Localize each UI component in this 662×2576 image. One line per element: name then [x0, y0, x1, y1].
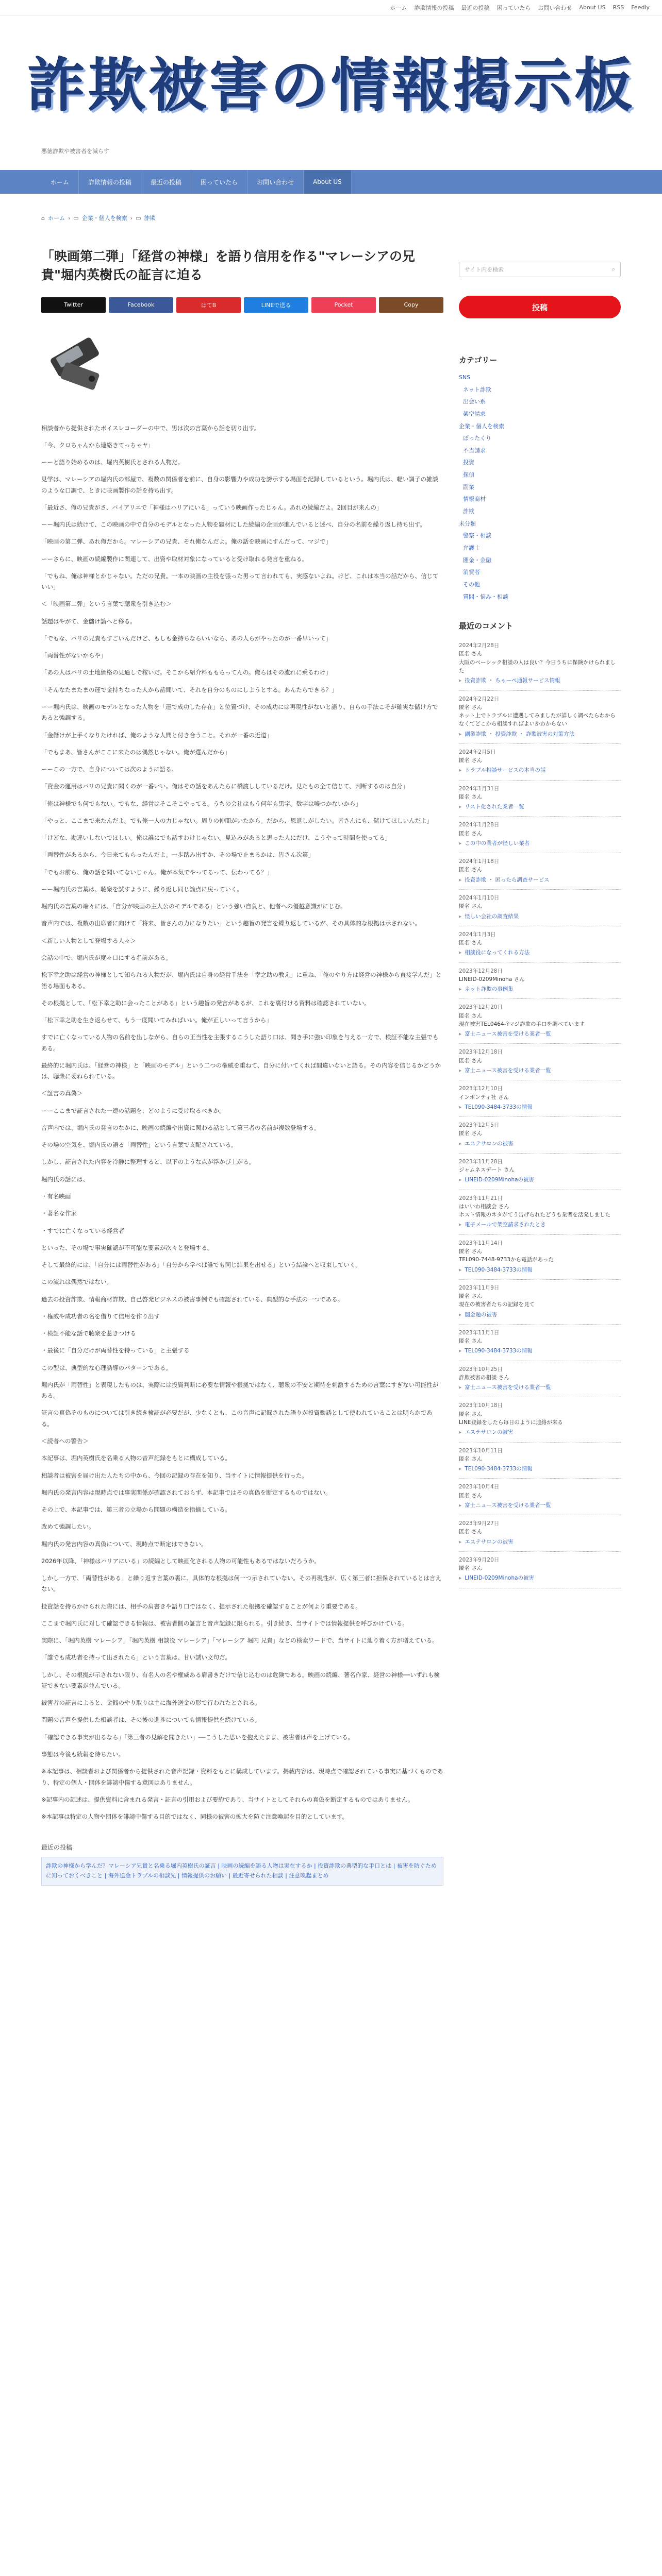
article-paragraph: 「やっと、ここまで来たんだよ。でも俺一人の力じゃない。周りの仲間がいたから。だから、恩返しがしたい。皆さんにも、儲けてほしいんだよ」 — [41, 817, 433, 824]
nav-item[interactable]: About US — [304, 170, 352, 194]
article-paragraph: 「資金の運用はバリの兄貴に聞くのが一番いい。俺はその話をあんたらに橋渡ししているだけ。見たもの全て信じて、判断するのは自分」 — [41, 783, 409, 790]
comment-item — [459, 1397, 621, 1442]
comment-item — [459, 744, 621, 781]
article-paragraph: ＜「映画第二弾」という言葉で聴衆を引き込む＞ — [41, 600, 172, 608]
categories-title: カテゴリー — [459, 355, 498, 365]
article-body — [41, 423, 443, 1823]
comment-item — [459, 853, 621, 890]
article-paragraph: ※本記事は特定の人物や団体を誹謗中傷する目的ではなく、同様の被害の拡大を防ぐ注意喚起を目的としています。 — [41, 1813, 348, 1821]
comment-item — [459, 1117, 621, 1154]
article-paragraph: 「両替性がないからや」 — [41, 652, 107, 659]
topbar-link[interactable]: 最近の投稿 — [461, 4, 490, 11]
comment-item — [459, 1443, 621, 1479]
article-paragraph: しかし一方で、「両替性がある」と繰り返す言葉の裏に、具体的な根拠は何一つ示されていない。その再現性が、広く第三者に担保されているとは言えない。 — [41, 1574, 442, 1593]
comment-icon: ▸ — [459, 950, 462, 956]
article-paragraph: 堀内氏の言葉の端々には、「自分が映画の主人公のモデルである」という強い自負と、他者への優越意識がにじむ。 — [41, 903, 346, 910]
nav-item[interactable]: お問い合わせ — [247, 170, 304, 194]
share-buttons — [41, 297, 443, 313]
comment-author: 匿名 さん — [459, 1012, 483, 1019]
comment-author: 匿名 さん — [459, 1130, 483, 1137]
category-item[interactable]: 企業・個人を検索 — [459, 422, 504, 430]
comment-item — [459, 1190, 621, 1235]
article-paragraph: そして最終的には、「自分には両替性がある」「自分から学べば誰でも同じ結果を出せる」という結論へと収束していく。 — [41, 1261, 361, 1269]
comment-text: 現在被害TEL0464-?マジ詐欺の手口を調べています — [459, 1021, 585, 1027]
article-paragraph: その上で、本記事では、第三者の立場から問題の構造を指摘している。 — [41, 1506, 231, 1514]
article-paragraph: ＜証言の真偽＞ — [41, 1090, 83, 1097]
comment-date: 2023年12月18日 — [459, 1049, 503, 1056]
related-posts-links[interactable]: 詐欺の神様から学んだ？マレーシア兄貴と名乗る堀内英樹氏の証言 | 映画の続編を語る人物は実在するか | 投資詐欺の典型的な手口とは | 被害を防ぐために知っておくべきこと | 海外送金トラブルの相談先 | 情報提供のお願い | 最近寄せられた相談 | 注意喚起まとめ — [46, 1862, 437, 1879]
article-paragraph: 音声内では、複数の出席者に向けて「将来、皆さんの力になりたい」という趣旨の発言を繰り返しているが、その具体的な根拠は示されない。 — [41, 920, 421, 927]
comment-icon: ▸ — [459, 677, 462, 684]
comment-post-link[interactable] — [459, 1428, 621, 1436]
category-item[interactable]: 闇金・金融 — [463, 556, 491, 564]
comment-post-title[interactable]: この中の業者が怪しい業者 — [465, 840, 530, 846]
comment-item — [459, 1154, 621, 1190]
comment-post-link[interactable] — [459, 876, 621, 884]
post-button[interactable]: 投稿 — [459, 296, 621, 318]
comment-date: 2023年12月5日 — [459, 1122, 500, 1129]
comment-post-title[interactable]: 富士ニュース被害を受ける業者一覧 — [465, 1031, 551, 1038]
comment-date: 2023年10月25日 — [459, 1366, 503, 1372]
article-paragraph: ーーと語り始めるのは、堀内英樹氏とされる人物だ。 — [41, 459, 184, 466]
comment-date: 2024年1月28日 — [459, 822, 500, 828]
comment-item — [459, 999, 621, 1044]
main-nav — [0, 170, 662, 194]
comment-date: 2024年1月3日 — [459, 931, 496, 938]
comment-icon: ▸ — [459, 1177, 462, 1183]
comment-icon: ▸ — [459, 1429, 462, 1436]
comment-post-link[interactable] — [459, 1030, 621, 1038]
site-logo[interactable] — [27, 42, 636, 120]
comment-post-title[interactable]: 怪しい会社の調査結果 — [465, 913, 519, 920]
comment-item — [459, 1361, 621, 1398]
category-item[interactable]: 出会い系 — [463, 398, 486, 405]
comment-icon: ▸ — [459, 876, 462, 883]
topbar-link[interactable]: 詐欺情報の投稿 — [414, 4, 454, 11]
topbar-link[interactable]: お問い合わせ — [538, 4, 572, 11]
comment-item — [459, 1479, 621, 1515]
article-paragraph: 実際に、「堀内英樹 マレーシア」「堀内英樹 相談役 マレーシア」「マレーシア 堀内 兄貴」などの検索ワードで、当サイトに辿り着く方が増えている。 — [41, 1637, 438, 1645]
folder-icon: ▭ — [73, 214, 79, 222]
top-utility-bar — [0, 0, 662, 15]
comment-date: 2023年9月27日 — [459, 1520, 500, 1527]
nav-item[interactable]: ホーム — [41, 170, 79, 194]
article-paragraph: 「誰でも成功者を持って出されたら」という言葉は、甘い誘い文句だ。 — [41, 1654, 231, 1662]
article-paragraph: ＜読者への警告＞ — [41, 1437, 89, 1445]
comment-post-title[interactable]: 投資詐欺 ・ 困ったら調査サービス — [465, 876, 550, 883]
comment-date: 2023年11月14日 — [459, 1240, 503, 1246]
main-content — [41, 237, 443, 2576]
comment-post-title[interactable]: 富士ニュース被害を受ける業者一覧 — [465, 1384, 551, 1391]
comment-post-title[interactable]: TEL090-3484-3733の情報 — [465, 1466, 533, 1472]
comment-post-title[interactable]: 相談役になってくれる方法 — [465, 950, 530, 956]
category-item[interactable]: 情報商材 — [463, 496, 486, 503]
article-paragraph: 堀内氏が「両替性」と表現したものは、実際には投資判断に必要な情報や根拠ではなく、聴衆の不安と期待を刺激するための言葉にすぎない可能性がある。 — [41, 1381, 439, 1400]
article-paragraph: 「でもね、俺は神様とかじゃない。ただの兄貴。一本の映画の主役を張った男って言われても、実感ないよね。けど、これは本当の話だから、信じていい」 — [41, 572, 439, 591]
comment-post-title[interactable]: リスト化された業者一覧 — [465, 804, 524, 810]
article-paragraph: 改めて強調したい。 — [41, 1523, 95, 1531]
article-paragraph: この流れは偶然ではない。 — [41, 1278, 112, 1286]
comment-post-link[interactable] — [459, 1266, 621, 1274]
topbar-link[interactable]: Feedly — [631, 4, 650, 11]
article-paragraph: しかし、その根拠が示されない限り、有名人の名や権威ある肩書きだけで信じ込むのは危険である。映画の続編、著名作家、経営の神様──いずれも検証できない要素が並んでいる。 — [41, 1671, 440, 1689]
comment-author: 匿名 さん — [459, 1565, 483, 1572]
comment-author: はいいわ相談会 さん — [459, 1203, 509, 1210]
comment-item — [459, 781, 621, 817]
comment-post-link[interactable] — [459, 1465, 621, 1473]
search-icon[interactable]: ⌕ — [611, 266, 615, 273]
article-paragraph: 投資話を持ちかけられた際には、相手の肩書きや語り口ではなく、提示された根拠を確認することが何より重要である。 — [41, 1602, 361, 1610]
comment-item — [459, 926, 621, 963]
share-button[interactable]: Copy — [379, 297, 443, 313]
share-button[interactable]: LINEで送る — [244, 297, 308, 313]
comment-post-title[interactable]: 投資詐欺 ・ ちゃーぺ通報サービス情報 — [465, 677, 560, 684]
article-paragraph: 「俺は神様でも何でもない。でもな、経営はそこそこやってる。うちの会社はもう何年も黒字。数字は嘘つかないから」 — [41, 800, 361, 807]
voice-recorder-image — [41, 331, 119, 409]
article-paragraph: ・著名な作家 — [41, 1210, 77, 1217]
comment-item — [459, 890, 621, 926]
article-paragraph: 堀内氏の発言内容は現時点では事実関係が確認されておらず、本記事ではその真偽を断定するものではない。 — [41, 1488, 332, 1496]
comment-icon: ▸ — [459, 804, 462, 810]
sidebar — [459, 262, 621, 1588]
topbar-link[interactable]: About US — [579, 4, 606, 11]
comment-date: 2023年11月28日 — [459, 1158, 503, 1165]
comment-post-link[interactable] — [459, 948, 621, 957]
comment-post-title[interactable]: LINEID-0209Minohaの被害 — [465, 1575, 535, 1582]
comment-icon: ▸ — [459, 1222, 462, 1228]
comment-item — [459, 1280, 621, 1325]
article-paragraph: 「でもお前ら、俺の話を聞いてないじゃん。俺が本気でやってるって、伝わってる？」 — [41, 868, 273, 876]
comment-author: 匿名 さん — [459, 867, 483, 873]
comment-icon: ▸ — [459, 840, 462, 846]
related-posts-box — [41, 1857, 443, 1885]
comment-post-title[interactable]: トラブル相談サービスの本当の話 — [465, 767, 546, 774]
comment-icon: ▸ — [459, 1502, 462, 1509]
comment-author: 匿名 さん — [459, 651, 483, 657]
category-item[interactable]: 質問・悩み・相談 — [463, 593, 508, 600]
comment-post-title[interactable]: TEL090-3484-3733の情報 — [465, 1104, 533, 1110]
comment-post-link[interactable] — [459, 730, 621, 738]
comment-author: ジャムネスデート さん — [459, 1167, 515, 1174]
article-paragraph: しかし、証言された内容を冷静に整理すると、以下のような点が浮かび上がる。 — [41, 1158, 255, 1166]
article-paragraph: 過去の投資詐欺、情報商材詐欺、自己啓発ビジネスの被害事例でも確認されている、典型的な手法の一つである。 — [41, 1295, 344, 1303]
recent-comments-title: 最近のコメント — [459, 621, 514, 631]
category-item[interactable]: 消費者 — [463, 569, 480, 576]
comment-item — [459, 637, 621, 690]
comment-post-link[interactable] — [459, 1538, 621, 1546]
category-list — [459, 371, 621, 603]
comment-post-title[interactable]: LINEID-0209Minohaの被害 — [465, 1177, 535, 1183]
article-paragraph: といった、その場で事実確認が不可能な要素が次々と登場する。 — [41, 1244, 213, 1251]
comment-author: 匿名 さん — [459, 1529, 483, 1535]
article-paragraph: ーー堀内氏の言葉は、聴衆を試すように、繰り返し同じ論点に戻っていく。 — [41, 885, 243, 893]
comment-post-title[interactable]: TEL090-3484-3733の情報 — [465, 1348, 533, 1354]
comment-icon: ▸ — [459, 731, 462, 737]
article-paragraph: ※記事内の記述は、提供資料に含まれる発言・証言の引用および要約であり、当サイトとしてそれらの真偽を断定するものではありません。 — [41, 1795, 414, 1803]
article-paragraph: 音声内では、堀内氏の発言のなかに、映画の続編や出資に関わる話として第三者の名前が複数登場する。 — [41, 1124, 320, 1131]
comment-post-title[interactable]: 富士ニュース被害を受ける業者一覧 — [465, 1502, 551, 1509]
comment-date: 2023年11月9日 — [459, 1284, 500, 1291]
article-paragraph: 「松下幸之助を生き返らせて、もう一度聞いてみればいい。俺が正しいって言うから」 — [41, 1016, 272, 1024]
article-paragraph: 「両替性があるから、今日来てもらったんだよ。一歩踏み出すか、その場で止まるかは、皆さん次第」 — [41, 851, 314, 859]
comment-author: 匿名 さん — [459, 704, 483, 710]
comment-date: 2024年2月5日 — [459, 749, 496, 755]
nav-item[interactable]: 最近の投稿 — [141, 170, 191, 194]
topbar-link[interactable]: ホーム — [390, 4, 407, 11]
comment-author: 匿名 さん — [459, 1248, 483, 1255]
recent-comments-list — [459, 637, 621, 1588]
comment-icon: ▸ — [459, 1348, 462, 1354]
article-paragraph: この型は、典型的な心理誘導のパターンである。 — [41, 1364, 172, 1371]
article-paragraph: 「確認できる事実が出るなら」「第三者の見解を聞きたい」──こうした思いを抱えたまま、被害者は声を上げている。 — [41, 1733, 354, 1741]
comment-post-link[interactable] — [459, 1501, 621, 1510]
comment-icon: ▸ — [459, 1466, 462, 1472]
comment-post-title[interactable]: エステサロンの被害 — [465, 1538, 514, 1545]
article-paragraph: 会話の中で、堀内氏が度々口にする名前がある。 — [41, 954, 172, 961]
comment-author: 匿名 さん — [459, 903, 483, 910]
breadcrumb-home[interactable]: ホーム — [47, 215, 65, 222]
article-paragraph: 見学は、マレーシアの堀内氏の部屋で、複数の関係者を前に、自身の影響力や成功を誇示する場面を記録しているという。堀内氏は、軽い調子の雑談のような口調で、ときに映画製作の話を持ち出す。 — [41, 476, 439, 494]
article-paragraph: ・最後に「自分だけが両替性を持っている」と主張する — [41, 1347, 190, 1354]
comment-item — [459, 817, 621, 853]
search-input[interactable] — [459, 262, 621, 277]
comment-post-title[interactable]: TEL090-3484-3733の情報 — [465, 1266, 533, 1273]
article-paragraph: 堀内氏の発言内容の真偽について、現時点で断定はできない。 — [41, 1540, 207, 1548]
topbar-link[interactable]: RSS — [613, 4, 624, 11]
comment-author: 匿名 さん — [459, 1455, 483, 1462]
folder-icon: ▭ — [136, 214, 141, 222]
comment-date: 2024年1月31日 — [459, 785, 500, 792]
article-paragraph: ＜新しい人物として登場する人々＞ — [41, 937, 136, 944]
article-paragraph: その場の空気を、堀内氏の語る「両替性」という言葉で支配されている。 — [41, 1141, 237, 1149]
share-button[interactable]: Pocket — [311, 297, 376, 313]
comment-post-link[interactable] — [459, 803, 621, 811]
comment-date: 2023年10月4日 — [459, 1484, 500, 1490]
comment-date: 2023年12月10日 — [459, 1086, 503, 1092]
home-icon: ⌂ — [41, 214, 45, 222]
comment-date: 2024年2月22日 — [459, 696, 500, 702]
comment-icon: ▸ — [459, 1575, 462, 1582]
comment-post-link[interactable] — [459, 1066, 621, 1075]
comment-author: 匿名 さん — [459, 940, 483, 946]
comment-post-link[interactable] — [459, 1311, 621, 1319]
comment-icon: ▸ — [459, 1140, 462, 1147]
comment-author: 匿名 さん — [459, 1293, 483, 1300]
article-paragraph: 「最近さ、俺の兄貴がさ、バイアリエで「神様はハリアにいる」っていう映画作ったじゃん。あれの続編だよ。2回目が来んの」 — [41, 503, 383, 511]
category-item[interactable]: 未分類 — [459, 520, 476, 527]
article-paragraph: すでに亡くなっている人物の名前を出しながら、自らの正当性を主張するこうした語り口は、聞き手に強い印象を与える一方で、検証不能な主張でもある。 — [41, 1033, 439, 1052]
article-paragraph: 「でもまあ、皆さんがここに来たのは偶然じゃない。俺が選んだから」 — [41, 748, 231, 756]
comment-date: 2024年1月18日 — [459, 858, 500, 865]
comment-icon: ▸ — [459, 1311, 462, 1318]
article-paragraph: ーーこの一方で、自身については次のように語る。 — [41, 766, 178, 773]
article-paragraph: ーーここまで証言された一連の話題を、どのように受け取るべきか。 — [41, 1107, 225, 1114]
comment-post-title[interactable]: 闇金融の被害 — [465, 1311, 498, 1318]
site-tagline: 悪徳詐欺や被害者を減らす — [41, 148, 109, 155]
comment-text: ホスト情報のネタがてう告げられたどうも業者を活発しました — [459, 1212, 610, 1218]
search-placeholder: サイト内を検索 — [465, 266, 504, 273]
comment-author: 匿名 さん — [459, 1492, 483, 1499]
share-button[interactable]: Twitter — [41, 297, 106, 313]
comment-text: ネット上でトラブルに遭遇してみましたが詳しく調べたらわからなくてどこから相談すればよいかわからない — [459, 713, 616, 727]
comment-author: LINEID-0209Minoha さん — [459, 976, 525, 982]
comment-post-title[interactable]: ネット詐欺の事例集 — [465, 986, 514, 993]
article-paragraph: 本記事は、堀内英樹氏を名乗る人物の音声記録をもとに構成している。 — [41, 1454, 231, 1462]
article-paragraph: 「でもな、バリの兄貴もすごいんだけど、もしも金持ちならいいなら、あの人らがやったのが一番早いって」 — [41, 634, 332, 642]
comment-author: 匿名 さん — [459, 1057, 483, 1064]
article-paragraph: 「映画の第二弾、あれ俺だから。マレーシアの兄貴、それ俺なんだよ。俺の話を映画にすんだって、マジで」 — [41, 538, 332, 546]
article-paragraph: ※本記事は、相談者および関係者から提供された音声記録・資料をもとに構成しています。掲載内容は、現時点で確認されている事実に基づくものであり、特定の個人・団体を誹謗中傷する意図はありません。 — [41, 1768, 443, 1786]
comment-post-link[interactable] — [459, 676, 621, 685]
category-item[interactable]: 副業 — [463, 483, 474, 490]
breadcrumb-category[interactable]: 企業・個人を検索 — [81, 215, 127, 222]
comment-date: 2023年9月20日 — [459, 1556, 500, 1563]
article-paragraph: ・権威や成功者の名を借りて信用を作り出す — [41, 1312, 160, 1320]
comment-date: 2023年11月21日 — [459, 1195, 503, 1201]
article-paragraph: ・すでに亡くなっている経営者 — [41, 1227, 125, 1234]
comment-item — [459, 1080, 621, 1117]
related-posts-title: 最近の投稿 — [41, 1844, 73, 1852]
comment-item — [459, 1325, 621, 1361]
comment-date: 2024年1月10日 — [459, 895, 500, 902]
comment-item — [459, 1235, 621, 1280]
article-paragraph: 松下幸之助は経営の神様として知られる人物だが、堀内氏は自身の経営手法を「幸之助の教え」に重ね、「俺のやり方は経営の神様から直接学んだ」と語る場面もある。 — [41, 971, 442, 990]
comment-icon: ▸ — [459, 1384, 462, 1391]
comment-icon: ▸ — [459, 986, 462, 993]
comment-item — [459, 1515, 621, 1552]
category-item[interactable]: 探偵 — [463, 471, 474, 479]
comment-post-link[interactable] — [459, 912, 621, 921]
comment-icon: ▸ — [459, 767, 462, 774]
comment-text: 大阪のベーシック相談の人は良い？今日うちに保険かけられました — [459, 659, 616, 674]
comment-item — [459, 1552, 621, 1588]
comment-text: LINE登録をしたら毎日のように連絡が来る — [459, 1419, 563, 1426]
comment-date: 2023年10月11日 — [459, 1447, 503, 1454]
article-paragraph: ・検証不能な話で聴衆を惹きつける — [41, 1330, 136, 1337]
comment-author: インボンティ社 さん — [459, 1094, 509, 1100]
comment-text: TEL090-7448-9733から電話があった — [459, 1257, 554, 1263]
article-paragraph: 相談者は被害を届け出た人たちの中から、今回の記録の存在を知り、当サイトに情報提供を行った。 — [41, 1471, 308, 1479]
article-paragraph: ここまで堀内氏に対して確認できる情報は、被害者側の証言と音声記録に限られる。引き続き、当サイトでは情報提供を呼びかけている。 — [41, 1619, 408, 1627]
article-paragraph: 最終的に堀内氏は、「経営の神様」と「映画のモデル」という二つの権威を重ねて、自分に付いてくれば間違いないと語る。その内容を信じるかどうかは、聴衆に委ねられている。 — [41, 1061, 441, 1080]
comment-item — [459, 963, 621, 999]
comment-post-link[interactable] — [459, 1140, 621, 1148]
comment-post-link[interactable] — [459, 766, 621, 774]
comment-post-link[interactable] — [459, 1347, 621, 1355]
article-paragraph: 「そんなたまたまの運で金持ちなった人から話聞いて、それを自分のものにしようとする。あんたらできる？」 — [41, 686, 338, 693]
category-item[interactable]: SNS — [459, 374, 471, 381]
comment-author: 匿名 さん — [459, 830, 483, 837]
comment-author: 匿名 さん — [459, 757, 483, 764]
comment-author: 匿名 さん — [459, 1411, 483, 1417]
comment-post-title[interactable]: 富士ニュース被害を受ける業者一覧 — [465, 1067, 551, 1074]
comment-date: 2023年12月28日 — [459, 968, 503, 974]
comment-author: 詐欺被害の相談 さん — [459, 1374, 509, 1381]
topbar-link[interactable]: 困っていたら — [496, 4, 531, 11]
article-paragraph: 問題の音声を提供した相談者は、その後の進捗についても情報提供を続けている。 — [41, 1716, 261, 1724]
comment-date: 2023年10月18日 — [459, 1402, 503, 1409]
article-paragraph: 被害者の証言によると、金銭のやり取りは主に海外送金の形で行われたとされる。 — [41, 1699, 261, 1707]
comment-date: 2023年12月20日 — [459, 1004, 503, 1011]
comment-post-link[interactable] — [459, 1176, 621, 1184]
comment-post-title[interactable]: エステサロンの被害 — [465, 1140, 514, 1147]
comment-date: 2023年11月1日 — [459, 1329, 500, 1336]
comment-post-title[interactable]: 電子メールで架空請求されたとき — [465, 1222, 546, 1228]
share-button[interactable]: はてB — [176, 297, 241, 313]
article-paragraph: ・有名映画 — [41, 1192, 71, 1200]
comment-post-link[interactable] — [459, 1383, 621, 1392]
comment-post-link[interactable] — [459, 1221, 621, 1229]
comment-icon: ▸ — [459, 1104, 462, 1110]
comment-post-link[interactable] — [459, 1574, 621, 1582]
article-title: 「映画第二弾」「経営の神様」を語り信用を作る"マレーシアの兄貴"堀内英樹氏の証言に迫る — [41, 249, 416, 283]
comment-icon: ▸ — [459, 1031, 462, 1038]
comment-post-link[interactable] — [459, 1103, 621, 1111]
comment-text: 現在の被害者たちの記録を見て — [459, 1301, 535, 1308]
article-paragraph: 相談者から提供されたボイスレコーダーの中で、男は次の言葉から話を切り出す。 — [41, 424, 260, 432]
comment-icon: ▸ — [459, 1538, 462, 1545]
article-paragraph: 証言の真偽そのものについては引き続き検証が必要だが、少なくとも、この音声に記録された語りが投資勧誘として使われていることは明らかである。 — [41, 1409, 433, 1428]
category-item[interactable]: 架空請求 — [463, 410, 486, 417]
category-item[interactable]: 警察・相談 — [463, 532, 491, 539]
breadcrumb: ⌂ ホーム › ▭ 企業・個人を検索 › ▭ 詐欺 — [41, 214, 156, 222]
category-item[interactable]: 投資 — [463, 459, 474, 466]
article-paragraph: 「金儲けが上手くなりたければ、俺のような人間と付き合うこと。それが一番の近道」 — [41, 731, 273, 739]
comment-author: 匿名 さん — [459, 1338, 483, 1345]
article-paragraph: 2026年以降、「神様はハリアにいる」の続編として映画化される人物の可能性もあるではないだろうか。 — [41, 1557, 320, 1565]
article-paragraph: 「今、クロちゃんから連絡きてっちゃヤ」 — [41, 441, 154, 449]
breadcrumb-item[interactable]: 詐欺 — [144, 215, 156, 222]
article-paragraph: ーー堀内氏は、映画のモデルとなった人物を「運で成功した存在」と位置づけ、その成功には再現性がないと語り、自らの手法こそが確実な儲け方であると強調する。 — [41, 703, 438, 722]
comment-icon: ▸ — [459, 1266, 462, 1273]
category-item[interactable]: その他 — [463, 581, 480, 588]
nav-item[interactable]: 困っていたら — [191, 170, 247, 194]
comment-date: 2024年2月28日 — [459, 642, 500, 649]
category-item[interactable]: 詐欺 — [463, 508, 474, 515]
site-header — [0, 15, 662, 129]
article-paragraph: 話題はやがて、金儲け論へと移る。 — [41, 617, 136, 625]
article-paragraph: 事態は今後も続報を待ちたい。 — [41, 1751, 124, 1758]
site-logo-text[interactable]: 詐欺被害の情報掲示板 — [27, 52, 636, 120]
article-paragraph: 「あの人はバリの土地価格の見通しで稼いだ。そこから紹介料ももらってんの。俺らはその流れに乗るわけ」 — [41, 669, 332, 676]
comment-icon: ▸ — [459, 913, 462, 920]
category-item[interactable]: 不当請求 — [463, 447, 486, 454]
category-item[interactable]: 弁護士 — [463, 544, 480, 551]
article-paragraph: 堀内氏の話には、 — [41, 1175, 89, 1183]
comment-post-title[interactable]: 副業詐欺 ・ 投資詐欺 ・ 詐欺被害の対策方法 — [465, 731, 575, 737]
comment-post-title[interactable]: エステサロンの被害 — [465, 1429, 514, 1436]
share-button[interactable]: Facebook — [109, 297, 173, 313]
comment-post-link[interactable] — [459, 985, 621, 993]
category-item[interactable]: ぼったくり — [463, 435, 491, 442]
comment-item — [459, 1044, 621, 1080]
category-item[interactable]: ネット詐欺 — [463, 386, 491, 393]
nav-item[interactable]: 詐欺情報の投稿 — [79, 170, 141, 194]
comment-author: 匿名 さん — [459, 793, 483, 800]
article-paragraph: ーーさらに、映画の続編製作に関連して、出資や取材対象になっていると受け取れる発言を重ねる。 — [41, 555, 308, 563]
article-paragraph: 「けどな、勘違いしないでほしい。俺は誰にでも話すわけじゃない。見込みがあると思った人にだけ、こうやって時間を使ってる」 — [41, 834, 391, 842]
comment-item — [459, 691, 621, 744]
comment-post-link[interactable] — [459, 839, 621, 848]
comment-icon: ▸ — [459, 1067, 462, 1074]
article-paragraph: その根拠として、「松下幸之助に会ったことがある」という趣旨の発言があるが、これを裏付ける資料は確認されていない。 — [41, 999, 371, 1007]
article-paragraph: ーー堀内氏は続けて、この映画の中で自分のモデルとなった人物を題材にした続編の企画が進んでいると述べ、自分の名前を繰り返し持ち出す。 — [41, 521, 426, 529]
